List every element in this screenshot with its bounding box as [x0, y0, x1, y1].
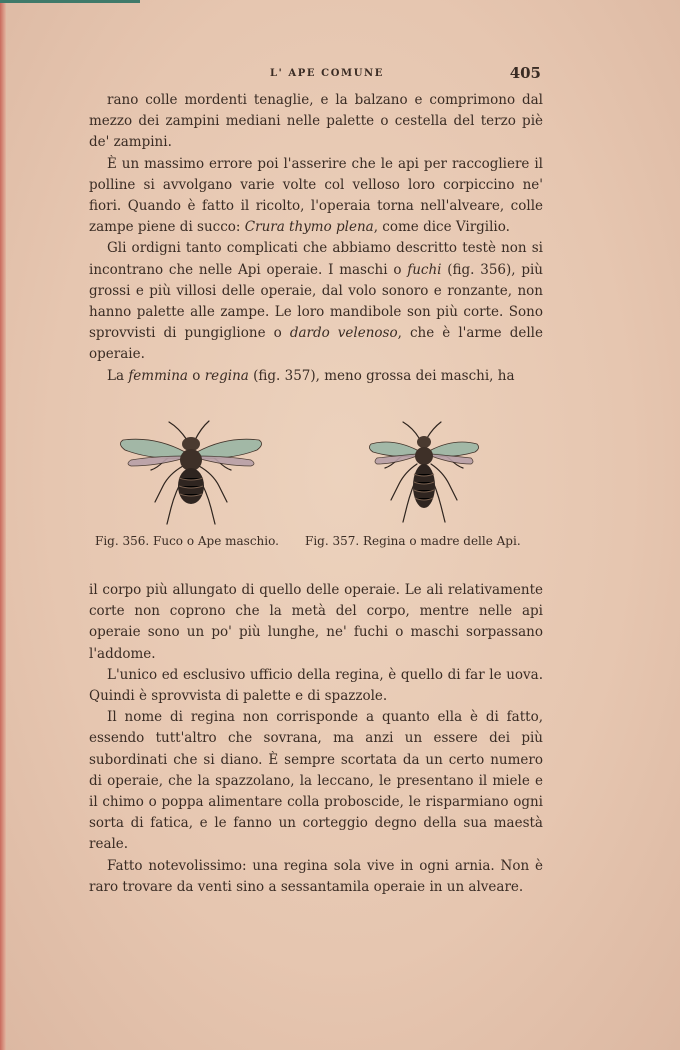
text-run: La	[107, 367, 129, 384]
text-run: Il nome di regina non corrisponde a quanto ella è di fatto, essendo tutt'altro che sovrana, ma anzi un essere dei più subordinati che si diano. È sempre scortata da un certo numero di operaie, che la spazzolano, la leccano, le presentano il miele e il chimo o poppa alimentare colla proboscide, le risparmiano ogni sorta di fatica, e le fanno un corteggio degno della sua maestà reale.	[89, 709, 543, 853]
figure-357-caption: Fig. 357. Regina o madre delle Api.	[305, 534, 521, 548]
text-run: Gli ordigni tanto complicati che abbiamo descritto testè non si incontrano che nelle Api operaie. I maschi o	[89, 240, 543, 278]
italic-term: dardo velenoso	[289, 325, 398, 342]
text-block-bottom	[89, 580, 543, 898]
paragraph	[89, 580, 543, 665]
queen-bee-engraving-icon	[305, 410, 505, 530]
italic-term: Crura thymo plena	[244, 219, 374, 236]
text-run: , che è l'arme delle operaie.	[89, 325, 543, 363]
paragraph	[89, 238, 543, 365]
page-number: 405	[509, 64, 541, 82]
figure-356	[95, 410, 305, 560]
page-edge-top	[0, 0, 140, 3]
text-run: (fig. 357), meno grossa dei maschi, ha	[248, 367, 515, 384]
text-run: rano colle mordenti tenaglie, e la balzano e comprimono dal mezzo dei zampini mediani nelle palette o cestella del terzo piè de' zampini.	[89, 92, 543, 151]
text-run: (fig. 356), più grossi e più villosi delle operaie, dal volo sonoro e ronzante, non hanno palette alle zampe. Le loro mandibole son più corte. Sono sprovvisti di pungiglione o	[89, 261, 543, 342]
paragraph	[89, 90, 543, 154]
page-header	[88, 64, 543, 84]
text-run: o	[187, 367, 205, 384]
text-run: L'unico ed esclusivo ufficio della regina, è quello di far le uova. Quindi è sprovvista di palette e di spazzole.	[89, 666, 543, 705]
paragraph	[89, 856, 543, 898]
italic-term: femmina	[128, 367, 188, 384]
running-head: L' APE COMUNE	[270, 68, 384, 79]
italic-term: fuchi	[407, 261, 442, 278]
text-block-top	[89, 90, 543, 387]
drone-bee-engraving-icon	[95, 410, 295, 530]
paragraph	[89, 366, 543, 387]
page-edge-left	[0, 0, 6, 1050]
figure-357	[305, 410, 550, 560]
text-run: È un massimo errore poi l'asserire che le api per raccogliere il polline si avvolgano varie volte col velloso loro corpiccino ne' fiori. Quando è fatto il ricolto, l'operaia torna nell'alveare, colle zampe piene di succo:	[89, 155, 543, 236]
text-run: Fatto notevolissimo: una regina sola vive in ogni arnia. Non è raro trovare da venti sino a sessantamila operaie in un alveare.	[89, 857, 543, 895]
figure-356-caption: Fig. 356. Fuco o Ape maschio.	[95, 534, 279, 548]
text-run: il corpo più allungato di quello delle operaie. Le ali relativamente corte non coprono che la metà del corpo, mentre nelle api operaie sono un po' più lunghe, ne' fuchi o maschi sorpassano l'addome.	[89, 582, 543, 662]
paragraph	[89, 707, 543, 855]
paragraph	[89, 665, 543, 707]
italic-term: regina	[204, 367, 249, 384]
paragraph	[89, 154, 543, 239]
text-run: , come dice Virgilio.	[373, 219, 510, 236]
